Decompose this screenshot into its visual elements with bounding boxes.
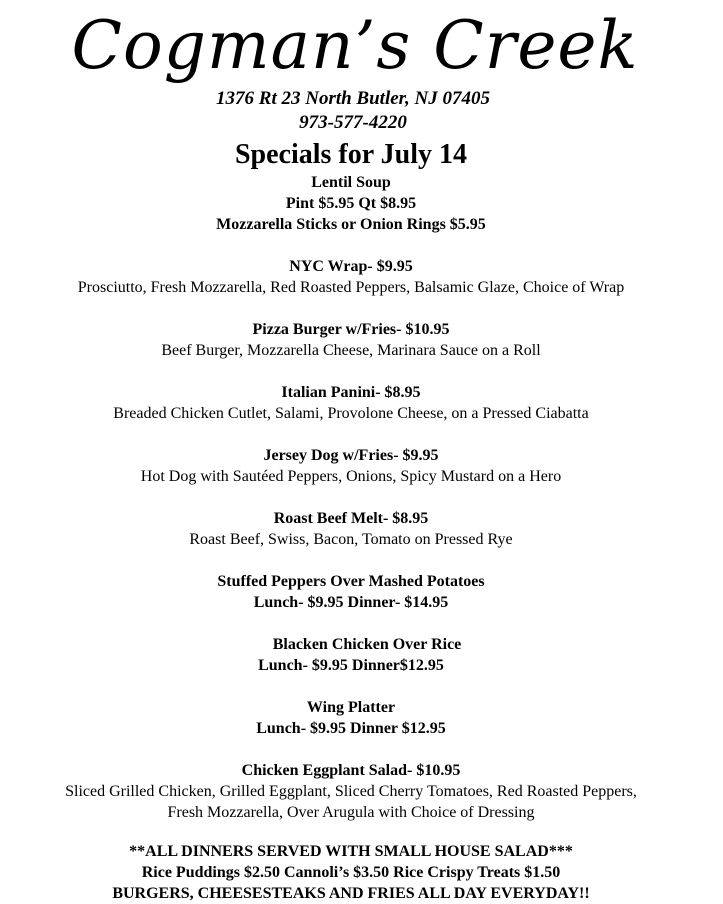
menu-item-description: Hot Dog with Sautéed Peppers, Onions, Spicy Mustard on a Hero [140,468,562,485]
entree-price: Lunch- $9.95 Dinner- $14.95 [253,594,449,611]
specials-menu [0,172,702,823]
menu-footer [0,841,702,904]
entree-name: Wing Platter [306,699,396,716]
spacer [0,487,702,508]
salad-name: Chicken Eggplant Salad- $10.95 [241,762,461,779]
spacer [0,235,702,256]
restaurant-title: Cogman’s Creek [71,7,639,84]
spacer [0,676,702,697]
soup-price: Pint $5.95 Qt $8.95 [285,195,417,212]
desserts-line: Rice Puddings $2.50 Cannoli’s $3.50 Rice Crispy Treats $1.50 [141,864,561,881]
entree-name: Blacken Chicken Over Rice [272,636,462,653]
all-day-line: BURGERS, CHEESESTEAKS AND FRIES ALL DAY EVERYDAY!! [112,885,590,902]
spacer [0,613,702,634]
menu-item-description: Beef Burger, Mozzarella Cheese, Marinara Sauce on a Roll [161,342,541,359]
menu-item-description: Breaded Chicken Cutlet, Salami, Provolone Cheese, on a Pressed Ciabatta [113,405,589,422]
salad-description-line2: Fresh Mozzarella, Over Arugula with Choice of Dressing [167,804,535,821]
entree-price: Lunch- $9.95 Dinner$12.95 [258,657,444,674]
spacer [0,298,702,319]
spacer [0,739,702,760]
menu-item-name: Italian Panini- $8.95 [281,384,421,401]
restaurant-phone: 973-577-4220 [299,112,407,133]
soup-name: Lentil Soup [311,174,391,191]
menu-item-name: Pizza Burger w/Fries- $10.95 [252,321,450,338]
dinners-note: **ALL DINNERS SERVED WITH SMALL HOUSE SALAD*** [129,843,573,860]
appetizer-line: Mozzarella Sticks or Onion Rings $5.95 [216,216,486,233]
menu-item-name: Jersey Dog w/Fries- $9.95 [263,447,439,464]
menu-item-name: NYC Wrap- $9.95 [289,258,413,275]
spacer [0,550,702,571]
entree-name: Stuffed Peppers Over Mashed Potatoes [217,573,485,590]
restaurant-address: 1376 Rt 23 North Butler, NJ 07405 [216,88,490,109]
entree-price: Lunch- $9.95 Dinner $12.95 [256,720,446,737]
menu-item-description: Prosciutto, Fresh Mozzarella, Red Roasted Peppers, Balsamic Glaze, Choice of Wrap [77,279,625,296]
specials-heading: Specials for July 14 [234,139,468,170]
menu-item-name: Roast Beef Melt- $8.95 [273,510,429,527]
menu-item-description: Roast Beef, Swiss, Bacon, Tomato on Pressed Rye [189,531,513,548]
spacer [0,361,702,382]
salad-description-line1: Sliced Grilled Chicken, Grilled Eggplant, Sliced Cherry Tomatoes, Red Roasted Peppers, [65,783,637,800]
spacer [0,424,702,445]
